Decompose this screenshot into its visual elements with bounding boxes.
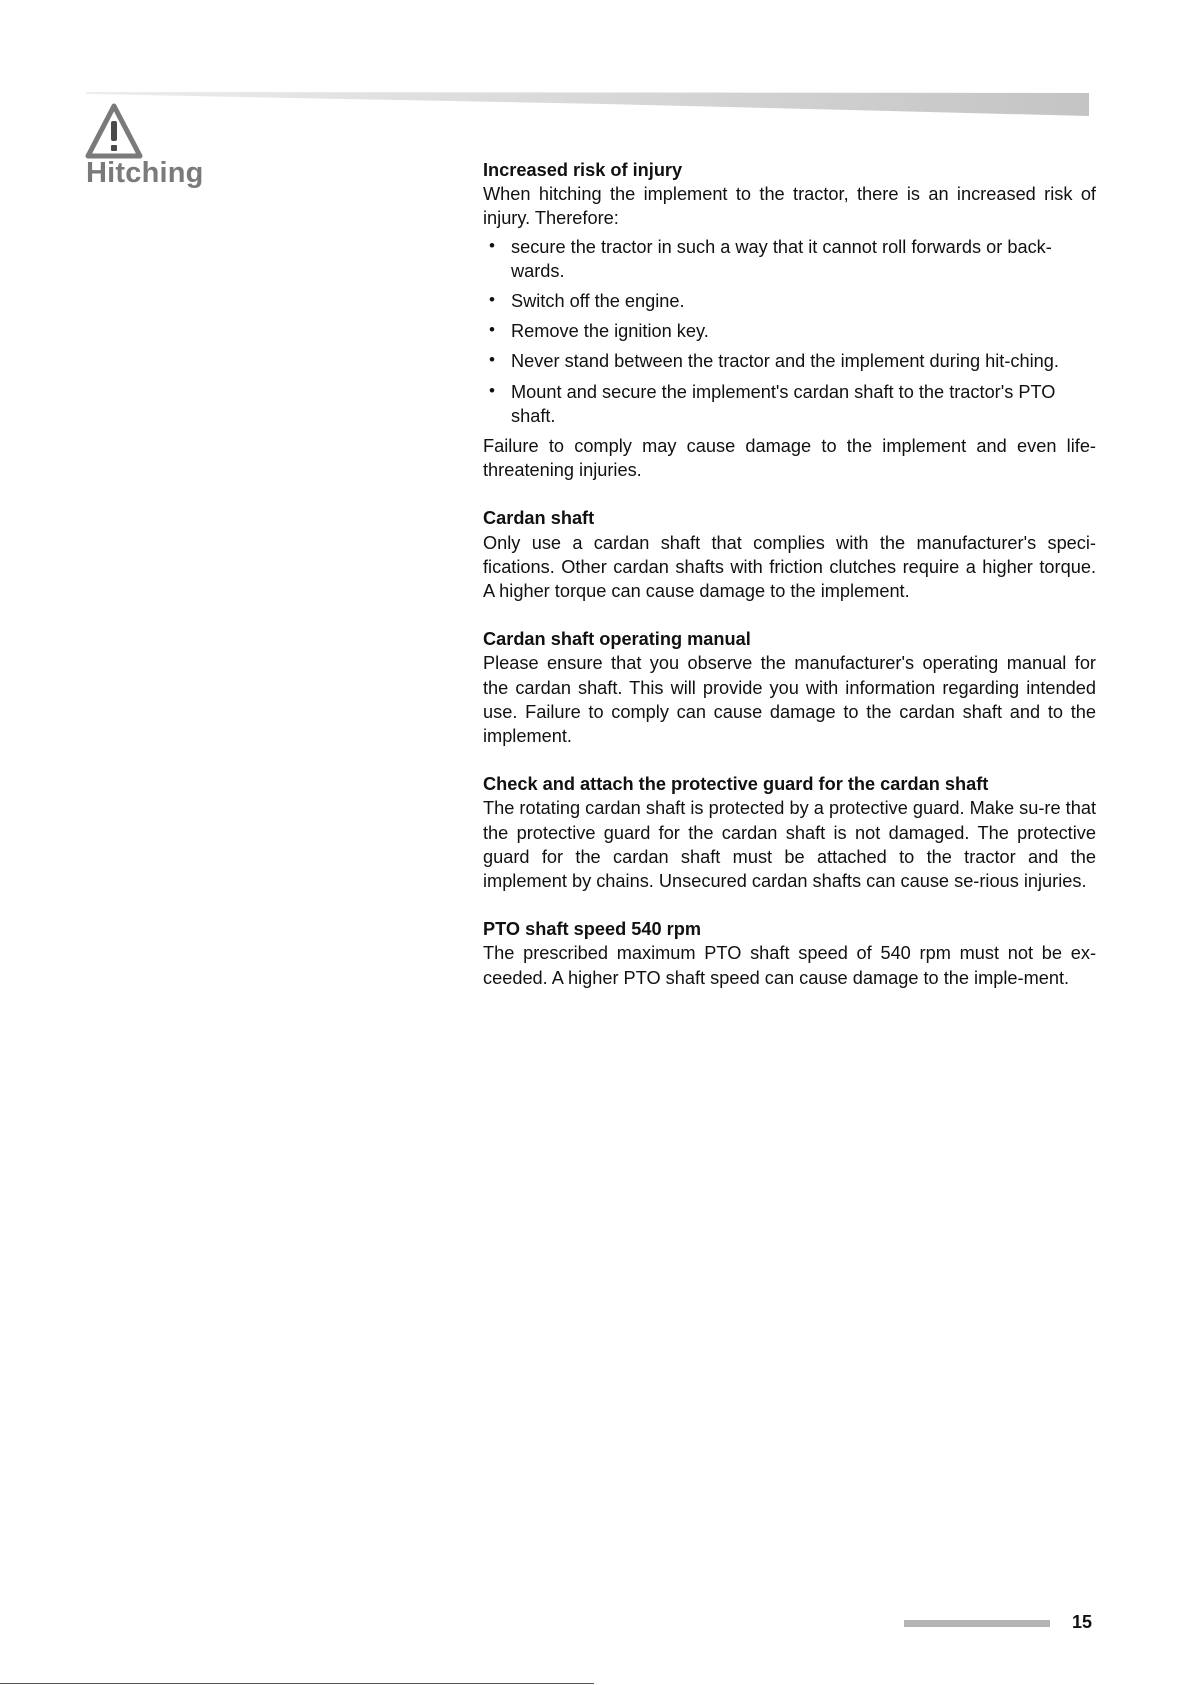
injury-intro: When hitching the implement to the tractor, there is an increased risk of injury. Therefore: [483, 184, 1096, 229]
list-item: • secure the tractor in such a way that it cannot roll forwards or back-wards. [489, 235, 1052, 281]
pto-speed-text: The prescribed maximum PTO shaft speed of 540 rpm must not be ex-ceeded. A higher PTO shaft speed can cause damage to the imple-ment. [483, 943, 1096, 988]
cardan-shaft-section [483, 506, 1096, 603]
page-number: 15 [1072, 1612, 1093, 1632]
cardan-shaft-text: Only use a cardan shaft that complies with the manufacturer's speci-fications. Other cardan shafts with friction clutches require a higher torque. A higher torque can cause damage to the implement. [483, 532, 1096, 602]
injury-heading: Increased risk of injury [483, 160, 683, 180]
warning-triangle-icon [84, 100, 144, 160]
content-column [483, 158, 1096, 990]
protective-guard-section [483, 772, 1096, 893]
bullet-icon: • [489, 235, 495, 255]
page-bottom-divider [0, 1683, 594, 1684]
section-title: Hitching [86, 157, 204, 189]
cardan-shaft-heading: Cardan shaft [483, 508, 595, 529]
list-item: • Never stand between the tractor and the implement during hit-ching. [489, 350, 1059, 372]
bullet-icon: • [489, 320, 495, 340]
operating-manual-text: Please ensure that you observe the manufacturer's operating manual for the cardan shaft. This will provide you with information regarding intended use. Failure to comply can cause damage to the cardan shaft and to the implement. [483, 653, 1096, 747]
pto-speed-section [483, 917, 1096, 990]
bullet-icon: • [489, 290, 495, 310]
protective-guard-text: The rotating cardan shaft is protected by a protective guard. Make su-re that the protective guard for the cardan shaft is not damaged. The protective guard for the cardan shaft must be attached to the tractor and the implement by chains. Unsecured cardan shafts can cause se-rious injuries. [483, 798, 1096, 892]
bullet-icon: • [489, 380, 495, 400]
list-item: • Mount and secure the implement's cardan shaft to the tractor's PTO shaft. [489, 380, 1056, 426]
bullet-icon: • [489, 350, 495, 370]
header-bar [86, 90, 1089, 116]
pto-speed-heading: PTO shaft speed 540 rpm [483, 919, 701, 940]
operating-manual-section [483, 627, 1096, 748]
injury-warning-section [483, 158, 1096, 482]
list-item: • Remove the ignition key. [489, 320, 709, 342]
injury-bullet-list [483, 235, 1096, 428]
footer-bar [904, 1620, 1050, 1627]
injury-outro: Failure to comply may cause damage to the implement and even life-threatening injuries. [483, 436, 1096, 481]
list-item: • Switch off the engine. [489, 290, 685, 312]
operating-manual-heading: Cardan shaft operating manual [483, 629, 751, 650]
protective-guard-heading: Check and attach the protective guard for the cardan shaft [483, 774, 989, 795]
